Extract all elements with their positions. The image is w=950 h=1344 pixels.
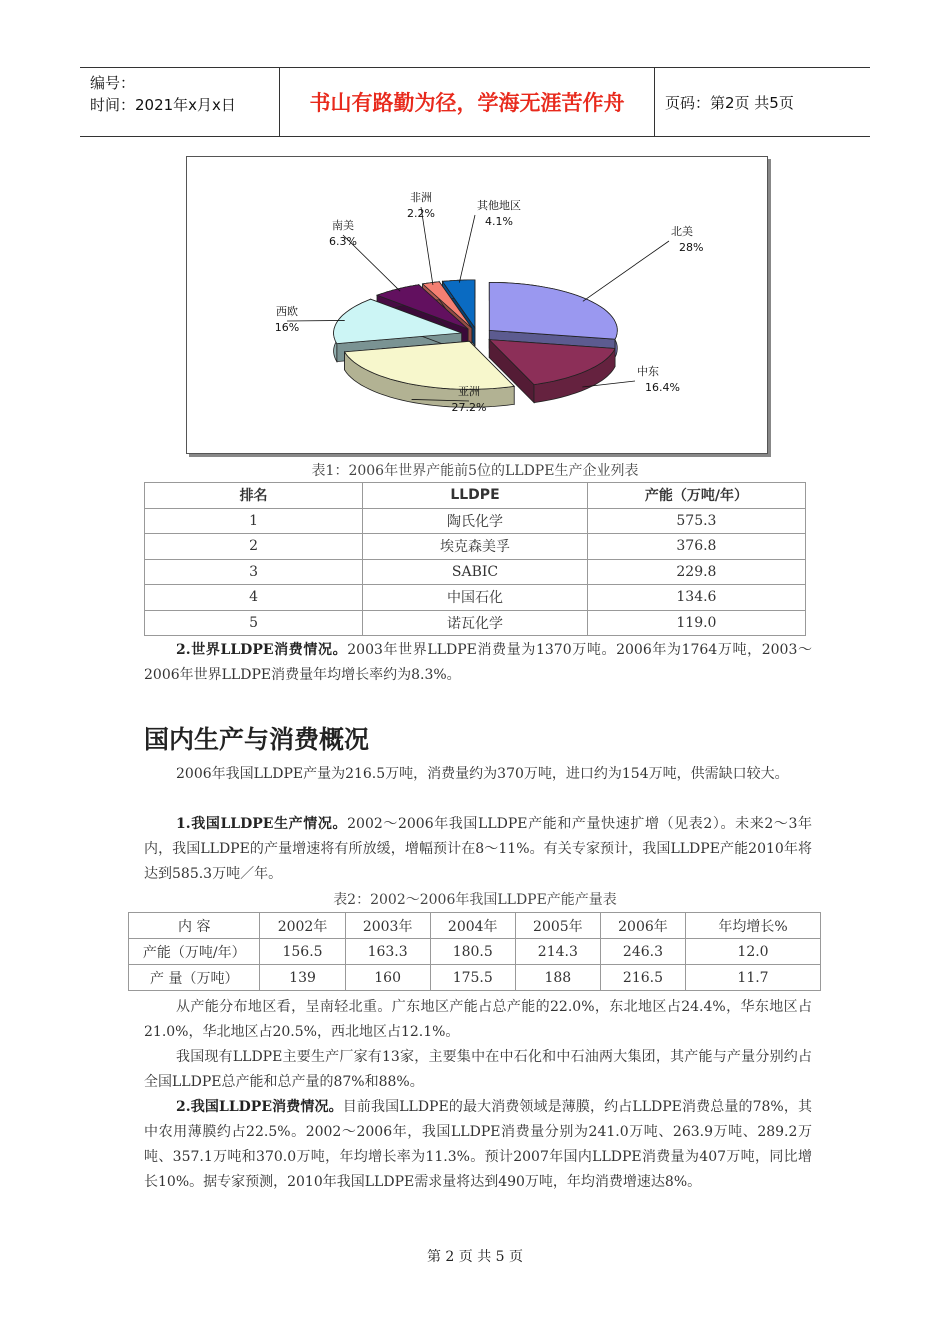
pie-category-label: 中东	[637, 365, 659, 378]
table1	[144, 482, 806, 636]
table1-header-company: LLDPE	[363, 483, 588, 509]
table-cell: 1	[145, 508, 363, 534]
table-cell: 内 容	[129, 913, 260, 939]
pie-chart	[186, 156, 768, 454]
time-label: 时间：2021年x月x日	[90, 96, 236, 114]
table-cell: 产 量（万吨）	[129, 965, 260, 991]
pie-chart-svg	[187, 157, 767, 453]
pie-category-label: 非洲	[410, 191, 432, 204]
table-cell: 中国石化	[363, 585, 588, 611]
paragraph-world-consumption	[144, 638, 812, 688]
table-row	[145, 610, 806, 636]
header-motto: 书山有路勤为径，学海无涯苦作舟	[280, 68, 655, 136]
table1-caption: 表1：2006年世界产能前5位的LLDPE生产企业列表	[311, 463, 639, 479]
header-page-info: 页码：第2页 共5页	[665, 93, 794, 112]
page-header	[80, 67, 870, 137]
table-cell: 175.5	[430, 965, 515, 991]
pie-value-label: 6.3%	[329, 235, 357, 248]
pie-value-label: 2.2%	[407, 207, 435, 220]
table-cell: 2	[145, 534, 363, 560]
table1-header-capacity: 产能（万吨/年）	[587, 483, 805, 509]
table-row	[145, 534, 806, 560]
table2-caption: 表2：2002～2006年我国LLDPE产能产量表	[333, 892, 617, 908]
pie-category-label: 亚洲	[458, 385, 480, 398]
pie-category-label: 其他地区	[477, 199, 521, 212]
table-cell: 134.6	[587, 585, 805, 611]
paragraph-domestic-consumption	[144, 1095, 812, 1195]
table-cell: 2002年	[260, 913, 345, 939]
pie-leader-line	[583, 241, 669, 301]
table-cell: 139	[260, 965, 345, 991]
table-cell: 2005年	[515, 913, 600, 939]
table-cell: 160	[345, 965, 430, 991]
table-cell: 229.8	[587, 559, 805, 585]
pie-tops	[334, 280, 618, 389]
table-cell: 11.7	[686, 965, 821, 991]
table-row	[145, 559, 806, 585]
pie-value-label: 4.1%	[485, 215, 513, 228]
paragraph-lead: 2.我国LLDPE消费情况。	[176, 1099, 343, 1115]
paragraph-text: 2003年世界LLDPE消费量为1370万吨。2006年为1764万吨，2003～2006年世界LLDPE消费量年均增长率约为8.3%。	[144, 642, 812, 683]
table-cell: 2004年	[430, 913, 515, 939]
table-cell: SABIC	[363, 559, 588, 585]
paragraph-manufacturers: 我国现有LLDPE主要生产厂家有13家，主要集中在中石化和中石油两大集团，其产能与产量分别约占全国LLDPE总产能和总产量的87%和88%。	[144, 1049, 812, 1090]
table-row	[129, 965, 821, 991]
pie-category-label: 北美	[671, 225, 693, 238]
table-cell: 产能（万吨/年）	[129, 939, 260, 965]
code-label: 编号：	[90, 74, 136, 92]
paragraph-domestic-production	[144, 812, 812, 887]
pie-value-label: 27.2%	[451, 401, 487, 414]
pie-value-label: 16.4%	[645, 381, 680, 394]
table1-header-row	[145, 483, 806, 509]
table2-header-row	[129, 913, 821, 939]
table-cell: 575.3	[587, 508, 805, 534]
table-cell: 陶氏化学	[363, 508, 588, 534]
pie-category-label: 南美	[332, 219, 354, 232]
table-cell: 214.3	[515, 939, 600, 965]
pie-value-label: 16%	[274, 321, 300, 334]
table-cell: 年均增长%	[686, 913, 821, 939]
table-cell: 4	[145, 585, 363, 611]
table-cell: 216.5	[600, 965, 685, 991]
table-row	[129, 939, 821, 965]
table1-header-rank: 排名	[145, 483, 363, 509]
table-cell: 246.3	[600, 939, 685, 965]
page-footer: 第 2 页 共 5 页	[426, 1249, 524, 1265]
table-cell: 163.3	[345, 939, 430, 965]
table-cell: 埃克森美孚	[363, 534, 588, 560]
paragraph-domestic-overview: 2006年我国LLDPE产量为216.5万吨，消费量约为370万吨，进口约为154万吨，供需缺口较大。	[176, 766, 789, 782]
table-row	[145, 585, 806, 611]
table-cell: 376.8	[587, 534, 805, 560]
table-cell: 2006年	[600, 913, 685, 939]
table-cell: 3	[145, 559, 363, 585]
paragraph-lead: 1.我国LLDPE生产情况。	[176, 816, 348, 832]
table-cell: 5	[145, 610, 363, 636]
paragraph-lead: 2.世界LLDPE消费情况。	[176, 642, 348, 658]
paragraph-text: 目前我国LLDPE的最大消费领域是薄膜，约占LLDPE消费总量的78%，其中农用薄膜约占22.5%。2002～2006年，我国LLDPE消费量分别为241.0万吨、263.9万吨、289.2万吨、357.1万吨和370.0万吨，年均增长率为11.3%。预计2007年国内LLDPE消费量为407万吨，同比增长10%。据专家预测，2010年我国LLDPE需求量将达到490万吨，年均消费增速达8%。	[144, 1099, 812, 1190]
paragraph-capacity-distribution: 从产能分布地区看，呈南轻北重。广东地区产能占总产能的22.0%，东北地区占24.4%，华东地区占21.0%，华北地区占20.5%，西北地区占12.1%。	[144, 999, 812, 1040]
paragraph-text: 2002～2006年我国LLDPE产能和产量快速扩增（见表2）。未来2～3年内，我国LLDPE的产量增速将有所放缓，增幅预计在8～11%。有关专家预计，我国LLDPE产能2010年将达到585.3万吨／年。	[144, 816, 812, 882]
table-cell: 12.0	[686, 939, 821, 965]
table2	[128, 912, 821, 991]
table-cell: 188	[515, 965, 600, 991]
header-meta	[80, 68, 280, 136]
section-title: 国内生产与消费概况	[144, 725, 370, 754]
table-cell: 180.5	[430, 939, 515, 965]
pie-leader-line	[459, 215, 475, 283]
table-cell: 诺瓦化学	[363, 610, 588, 636]
table-cell: 119.0	[587, 610, 805, 636]
table-cell: 2003年	[345, 913, 430, 939]
pie-value-label: 28%	[679, 241, 704, 254]
table-row	[145, 508, 806, 534]
pie-category-label: 西欧	[276, 305, 298, 318]
table-cell: 156.5	[260, 939, 345, 965]
